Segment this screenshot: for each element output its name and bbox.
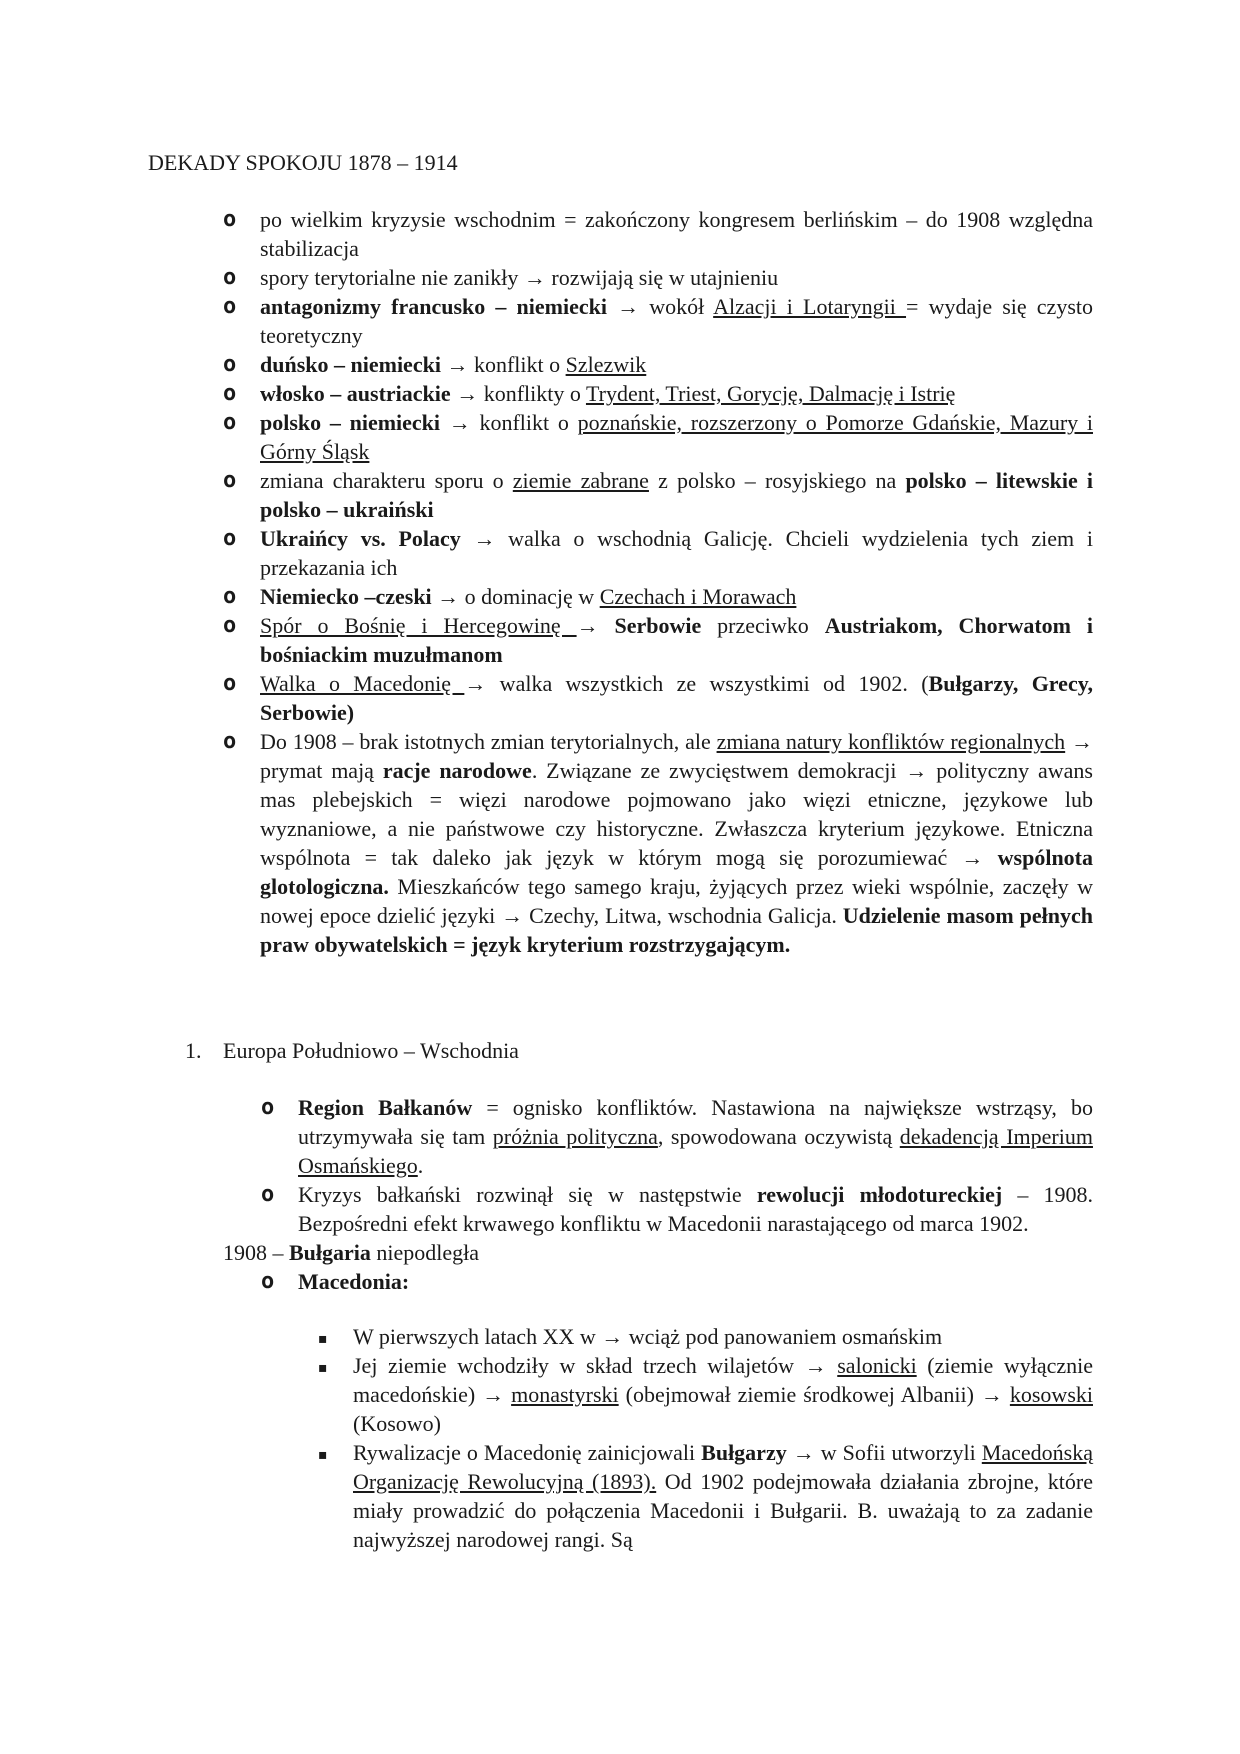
text-segment: → w Sofii utworzyli	[786, 1440, 982, 1465]
bullet-marker-icon: o	[223, 468, 237, 493]
text-segment: dekadencją Imperium Osmańskiego	[298, 1124, 1093, 1178]
text-segment: → walka o wschodnią Galicję. Chcieli wydzielenia tych ziem i przekazania ich	[260, 526, 1093, 580]
text-segment: monastyrski	[511, 1382, 619, 1407]
bullet-marker-icon: o	[223, 526, 237, 551]
text-segment: Do 1908 – brak istotnych zmian terytorialnych, ale	[260, 729, 717, 754]
list-item	[223, 669, 1093, 727]
text-segment: Mieszkańców tego samego kraju, żyjących przez wieki wspólnie, zaczęły w nowej epoce dzielić języki → Czechy, Litwa, wschodnia Galicja.	[260, 874, 1093, 928]
text-segment: , spowodowana oczywistą	[657, 1124, 900, 1149]
bullet-marker-icon: o	[223, 729, 237, 754]
text-segment: Ukraińcy vs. Polacy	[260, 526, 461, 551]
text-segment: = ognisko konfliktów. Nastawiona na największe wstrząsy, bo utrzymywała się tam	[298, 1095, 1093, 1149]
bullet-marker-icon: o	[223, 207, 237, 232]
list-item	[223, 263, 1093, 292]
section-number: 1.	[185, 1038, 202, 1063]
text-segment: .	[417, 1153, 424, 1178]
document-title: DEKADY SPOKOJU 1878 – 1914	[148, 150, 458, 175]
text-segment: próżnia polityczna	[492, 1124, 658, 1149]
list-item	[223, 582, 1093, 611]
text-segment: Alzacji i Lotaryngii	[713, 294, 907, 319]
text-segment: W pierwszych latach XX w → wciąż pod panowaniem osmańskim	[353, 1324, 943, 1349]
text-segment: Jej ziemie wchodziły w skład trzech wilajetów →	[353, 1353, 838, 1378]
text-segment: → konflikty o	[450, 381, 586, 406]
text-segment: Trydent, Triest, Gorycję, Dalmację i Istrię	[585, 381, 956, 406]
text-segment: Austriakom, Chorwatom i bośniackim muzułmanom	[260, 613, 1094, 667]
text-segment: Udzielenie masom pełnych praw obywatelskich = język kryterium rozstrzygającym.	[260, 903, 1093, 957]
bullet-marker-icon: ▪	[318, 1360, 328, 1376]
text-segment: 1908 –	[223, 1240, 289, 1265]
bullet-marker-icon: o	[261, 1095, 275, 1120]
bullet-marker-icon: o	[261, 1182, 275, 1207]
text-segment: zmiana natury konfliktów regionalnych	[716, 729, 1066, 754]
text-segment: racje narodowe	[382, 758, 532, 783]
text-segment: polsko – niemiecki	[260, 410, 441, 435]
text-segment: → walka wszystkich ze wszystkimi od 1902. (	[464, 671, 929, 696]
text-segment: po wielkim kryzysie wschodnim = zakończony kongresem berlińskim – do 1908 względna stabilizacja	[260, 207, 1093, 261]
list-item	[223, 379, 1093, 408]
text-segment: Macedońską Organizację Rewolucyjną (1893).	[353, 1440, 1093, 1494]
text-segment: niepodległa	[370, 1240, 480, 1265]
text-segment: spory terytorialne nie zanikły → rozwijają się w utajnieniu	[260, 265, 779, 290]
list-item	[223, 408, 1093, 466]
text-segment: Bułgarzy, Grecy, Serbowie)	[260, 671, 1093, 725]
text-segment: duńsko – niemiecki	[260, 352, 441, 377]
bullet-marker-icon: o	[223, 265, 237, 290]
bullet-marker-icon: o	[223, 410, 237, 435]
list-item	[223, 727, 1093, 959]
text-segment: Niemiecko –czeski	[260, 584, 432, 609]
bullet-marker-icon: ▪	[318, 1447, 328, 1463]
text-segment: Serbowie	[614, 613, 702, 638]
text-segment: Kryzys bałkański rozwinął się w następstwie	[298, 1182, 757, 1207]
list-item	[223, 524, 1093, 582]
text-segment: salonicki	[837, 1353, 917, 1378]
text-segment: kosowski	[1009, 1382, 1093, 1407]
text-segment: → konflikt o	[440, 352, 566, 377]
text-segment: antagonizmy francusko – niemiecki	[260, 294, 607, 319]
text-segment: polsko – litewskie i polsko – ukraiński	[260, 468, 1093, 522]
text-segment: . Związane ze zwycięstwem demokracji → polityczny awans mas plebejskich = więzi narodowe pojmowano jako więzi etniczne, językowe lub wyznaniowe, a nie państwowe czy historyczne. Zwłaszcza kryterium językowe. Etniczna wspólnota = tak daleko jak język w którym mogą się porozumiewać →	[260, 758, 1093, 870]
list-item	[223, 292, 1093, 350]
text-segment: przeciwko	[701, 613, 825, 638]
text-segment: Szlezwik	[565, 352, 647, 377]
text-segment: = wydaje się czysto teoretyczny	[260, 294, 1094, 348]
text-segment: ziemie zabrane	[512, 468, 649, 493]
macedonia-label: Macedonia:	[298, 1269, 410, 1294]
list-item	[261, 1180, 1093, 1238]
text-segment: Region Bałkanów	[298, 1095, 473, 1120]
text-segment: → wokół	[606, 294, 714, 319]
list-item	[261, 1093, 1093, 1180]
text-segment: →	[576, 613, 615, 638]
bullet-marker-icon: ▪	[318, 1331, 328, 1347]
text-segment: → prymat mają	[260, 729, 1093, 783]
list-item	[316, 1438, 1093, 1554]
text-segment: (Kosowo)	[353, 1411, 441, 1436]
macedonia-heading	[261, 1267, 1093, 1296]
text-segment: (ziemie wyłącznie macedońskie) →	[353, 1353, 1093, 1407]
text-segment: włosko – austriackie	[260, 381, 451, 406]
list-item	[223, 350, 1093, 379]
list-item	[316, 1351, 1093, 1438]
bullet-marker-icon: o	[223, 584, 237, 609]
macedonia-bullet-list	[316, 1322, 1093, 1554]
list-item	[316, 1322, 1093, 1351]
list-item	[223, 205, 1093, 263]
list-item	[223, 611, 1093, 669]
bullet-marker-icon: o	[223, 381, 237, 406]
text-segment: rewolucji młodotureckiej	[756, 1182, 1003, 1207]
text-segment: Od 1902 podejmowała działania zbrojne, które miały prowadzić do połączenia Macedonii i Bułgarii. B. uważają to za zadanie najwyższej narodowej rangi. Są	[353, 1469, 1093, 1552]
text-segment: Bułgarzy	[701, 1440, 787, 1465]
text-segment: Bułgaria	[289, 1240, 371, 1265]
text-segment: poznańskie, rozszerzony o Pomorze Gdańskie, Mazury i Górny Śląsk	[260, 410, 1093, 464]
section-heading	[185, 1036, 519, 1065]
text-segment: Spór o Bośnię i Hercegowinę	[260, 613, 577, 638]
list-item	[223, 466, 1093, 524]
year-note-line	[223, 1238, 1093, 1267]
text-segment: Czechach i Morawach	[599, 584, 797, 609]
text-segment: wspólnota glotologiczna.	[260, 845, 1093, 899]
text-segment: Rywalizacje o Macedonię zainicjowali	[353, 1440, 702, 1465]
text-segment: zmiana charakteru sporu o	[260, 468, 513, 493]
text-segment: – 1908. Bezpośredni efekt krwawego konfliktu w Macedonii narastającego od marca 1902.	[298, 1182, 1094, 1236]
text-segment: Walka o Macedonię	[260, 671, 465, 696]
bullet-marker-icon: o	[223, 613, 237, 638]
intro-bullet-list	[223, 205, 1093, 959]
bullet-marker-icon: o	[223, 294, 237, 319]
section-title: Europa Południowo – Wschodnia	[223, 1038, 519, 1063]
section-bullet-list	[223, 1093, 1094, 1296]
text-segment: → konflikt o	[440, 410, 578, 435]
text-segment: (obejmował ziemie środkowej Albanii) →	[618, 1382, 1010, 1407]
text-segment: z polsko – rosyjskiego na	[648, 468, 906, 493]
bullet-marker-icon: o	[261, 1269, 275, 1294]
bullet-marker-icon: o	[223, 671, 237, 696]
bullet-marker-icon: o	[223, 352, 237, 377]
text-segment: → o dominację w	[431, 584, 600, 609]
